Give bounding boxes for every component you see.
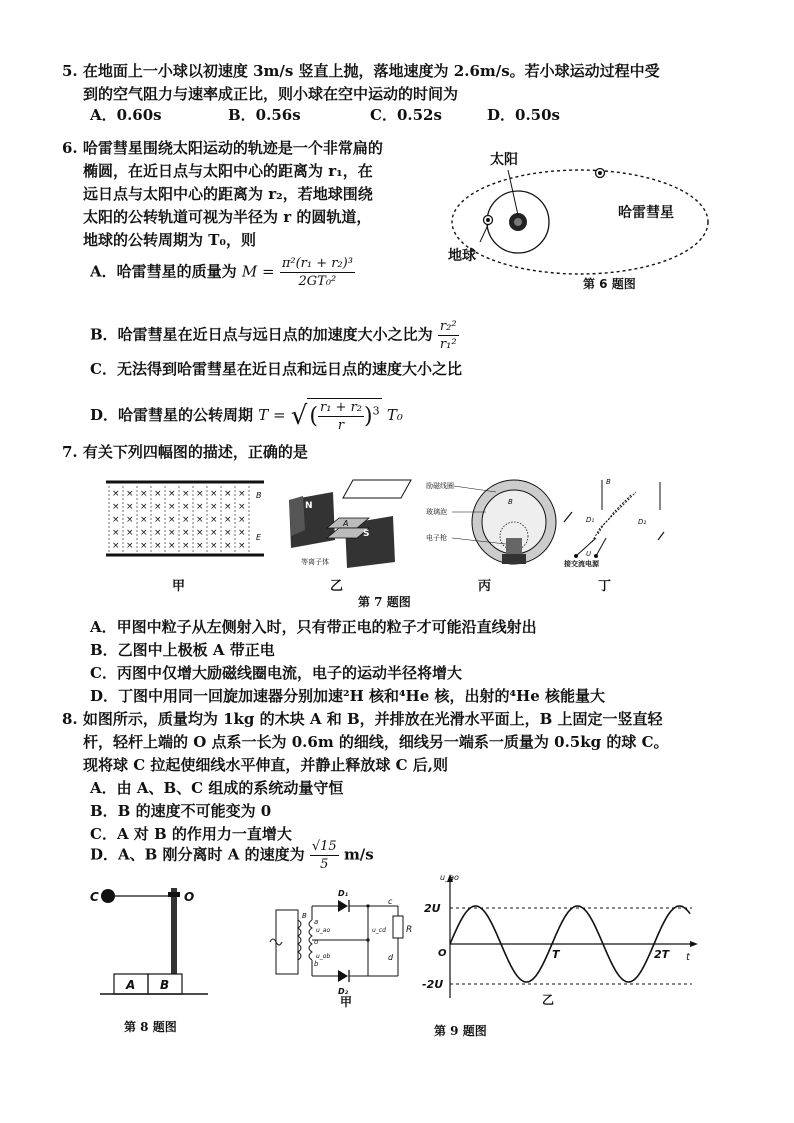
q9-d: d <box>388 953 394 962</box>
q9-origin: O <box>438 948 447 959</box>
q9-jia: 甲 <box>340 995 353 1009</box>
field-cross: × <box>238 541 246 551</box>
q5-option-b: B．0.56s <box>228 106 301 124</box>
q9-d1: D₁ <box>338 889 349 898</box>
q9-ucd: u_cd <box>372 927 386 934</box>
q6-option-d-radicand <box>307 398 381 434</box>
q7-label-yi: 乙 <box>330 579 344 594</box>
field-cross: × <box>140 515 148 525</box>
q6-option-d-rparen: ) <box>364 404 373 429</box>
q7-caption: 第 7 题图 <box>358 595 411 609</box>
field-cross: × <box>168 515 176 525</box>
q8-option-d-denominator: 5 <box>320 857 329 872</box>
field-cross: × <box>182 541 190 551</box>
q7-ding-D2: D₂ <box>638 518 647 526</box>
q9-caption: 第 9 题图 <box>434 1024 487 1038</box>
q9-uao: u_ao <box>316 927 331 934</box>
field-cross: × <box>196 541 204 551</box>
q7-option-c: C．丙图中仅增大励磁线圈电流，电子的运动半径将增大 <box>90 664 462 682</box>
q6-comet-label: 哈雷彗星 <box>618 205 674 221</box>
field-cross: × <box>182 502 190 512</box>
q8-label-c: C <box>90 890 99 904</box>
q9-b: b <box>314 960 319 968</box>
magnetic-field-crosses <box>109 486 249 552</box>
q6-option-b-denominator: r₁² <box>439 337 457 352</box>
q6-line4: 太阳的公转轨道可视为半径为 r 的圆轨道， <box>83 208 372 226</box>
q7-yi-N: N <box>305 501 313 511</box>
ball-c <box>101 889 115 903</box>
q6-line3: 远日点与太阳中心的距离为 r₂，若地球围绕 <box>83 185 373 203</box>
diode-d1 <box>338 900 348 912</box>
q8-label-a: A <box>126 978 136 992</box>
q8-option-d-fraction <box>310 838 339 873</box>
q6-caption: 第 6 题图 <box>583 277 636 291</box>
q6-option-d-lhs: T = <box>258 406 286 424</box>
q8-option-c: C．A 对 B 的作用力一直增大 <box>90 825 292 843</box>
q9-yi: 乙 <box>542 993 555 1007</box>
q6-earth-label: 地球 <box>448 248 476 264</box>
q9-2u: 2U <box>424 902 441 915</box>
field-cross: × <box>126 489 134 499</box>
q6-option-b <box>90 318 459 353</box>
field-cross: × <box>196 515 204 525</box>
q8-line1: 8. 如图所示，质量均为 1kg 的木块 A 和 B，并排放在光滑水平面上，B 上固定一竖直轻 <box>62 710 663 728</box>
field-cross: × <box>154 541 162 551</box>
q6-option-a-lhs: M = <box>241 262 275 281</box>
q7-yi-A: A <box>343 519 349 528</box>
q7-bing-B: B <box>508 498 513 506</box>
field-cross: × <box>182 528 190 538</box>
field-cross: × <box>224 528 232 538</box>
q9-circuit <box>268 884 428 1009</box>
field-cross: × <box>112 515 120 525</box>
q7-ding-B: B <box>606 478 611 486</box>
q9-d2: D₂ <box>338 987 349 996</box>
q6-option-b-numerator: r₂² <box>439 319 457 334</box>
q7-label-jia: 甲 <box>172 579 186 594</box>
field-cross: × <box>196 528 204 538</box>
field-cross: × <box>112 541 120 551</box>
q6-option-a-denominator: 2GT₀² <box>298 274 337 289</box>
q7-ding-ac: 接交流电源 <box>564 560 599 568</box>
q7-label-ding: 丁 <box>598 579 612 594</box>
field-cross: × <box>238 515 246 525</box>
q8-option-d-text: D．A、B 刚分离时 A 的速度为 <box>90 845 305 864</box>
q7-option-a: A．甲图中粒子从左侧射入时，只有带正电的粒子才可能沿直线射出 <box>90 618 537 636</box>
field-cross: × <box>140 528 148 538</box>
q7-option-d: D．丁图中用同一回旋加速器分别加速²H 核和⁴He 核，出射的⁴He 核能量大 <box>90 687 605 705</box>
q7-stem: 7. 有关下列四幅图的描述，正确的是 <box>62 443 308 461</box>
field-cross: × <box>210 515 218 525</box>
q7-figure-ding <box>562 476 672 570</box>
field-cross: × <box>168 528 176 538</box>
q6-option-a-fraction <box>280 255 355 290</box>
q5-line2: 到的空气阻力与速率成正比，则小球在空中运动的时间为 <box>83 85 459 103</box>
q9-neg2u: -2U <box>422 978 444 991</box>
q6-option-a-numerator: π²(r₁ + r₂)³ <box>281 256 353 271</box>
q8-figure <box>88 880 228 1005</box>
q6-line2: 椭圆，在近日点与太阳中心的距离为 r₁，在 <box>83 162 373 180</box>
field-cross: × <box>126 502 134 512</box>
field-cross: × <box>126 528 134 538</box>
q8-label-o: O <box>184 890 195 904</box>
q5-option-a: A．0.60s <box>90 106 162 124</box>
field-cross: × <box>168 541 176 551</box>
q6-option-b-fraction <box>438 318 459 353</box>
q6-sun-label: 太阳 <box>490 152 518 168</box>
field-cross: × <box>224 489 232 499</box>
q9-o: o <box>314 938 319 946</box>
light-rod <box>171 888 177 974</box>
field-cross: × <box>196 489 204 499</box>
field-cross: × <box>238 489 246 499</box>
q9-axis-label: u_ao <box>440 873 459 882</box>
q6-option-d <box>90 398 403 434</box>
field-cross: × <box>140 541 148 551</box>
q7-figure-jia <box>106 480 266 560</box>
q9-uob: u_ob <box>316 953 331 960</box>
q7-option-b: B．乙图中上极板 A 带正电 <box>90 641 275 659</box>
q7-ding-D1: D₁ <box>586 516 595 524</box>
q8-option-d-unit: m/s <box>343 845 374 864</box>
q7-figure-bing <box>426 478 566 570</box>
q7-label-bing: 丙 <box>478 579 492 594</box>
field-cross: × <box>126 515 134 525</box>
q7-figure-yi <box>283 478 413 570</box>
q8-line2: 杆，轻杆上端的 O 点系一长为 0.6m 的细线，细线另一端系一质量为 0.5kg 的球 C。 <box>83 733 669 751</box>
q7-bing-coil: 励磁线圈 <box>426 482 454 490</box>
field-cross: × <box>210 528 218 538</box>
q7-jia-E: E <box>256 533 262 542</box>
field-cross: × <box>196 502 204 512</box>
q8-option-d <box>90 838 374 873</box>
q8-label-b: B <box>160 978 170 992</box>
q6-option-d-power: 3 <box>372 404 380 418</box>
field-cross: × <box>238 528 246 538</box>
field-cross: × <box>210 541 218 551</box>
field-cross: × <box>224 502 232 512</box>
q9-r: R <box>406 925 413 935</box>
field-cross: × <box>112 502 120 512</box>
diode-d2 <box>338 970 348 982</box>
q6-figure <box>440 140 720 300</box>
field-cross: × <box>140 489 148 499</box>
q8-option-b: B．B 的速度不可能变为 0 <box>90 802 272 820</box>
q7-jia-B: B <box>256 491 262 500</box>
field-cross: × <box>238 502 246 512</box>
q6-option-d-numerator: r₁ + r₂ <box>320 400 363 415</box>
field-cross: × <box>224 515 232 525</box>
q8-line3: 现将球 C 拉起使细线水平伸直，并静止释放球 C 后,则 <box>83 756 448 774</box>
field-cross: × <box>112 489 120 499</box>
q9-B: B <box>302 912 307 920</box>
q9-t: T <box>552 948 560 961</box>
field-cross: × <box>182 489 190 499</box>
field-cross: × <box>210 502 218 512</box>
field-cross: × <box>126 541 134 551</box>
field-cross: × <box>112 528 120 538</box>
resistor-r <box>393 916 403 938</box>
field-cross: × <box>210 489 218 499</box>
electron-gun <box>506 538 522 554</box>
q9-2t: 2T <box>654 948 670 961</box>
q5-option-d: D．0.50s <box>487 106 560 124</box>
q6-option-d-sqrt: √ <box>290 401 308 431</box>
q6-option-b-text: B．哈雷彗星在近日点与远日点的加速度大小之比为 <box>90 325 433 344</box>
q8-option-d-numerator: √15 <box>311 839 337 854</box>
field-cross: × <box>154 502 162 512</box>
q5-option-c: C．0.52s <box>370 106 442 124</box>
q6-option-d-fraction <box>318 399 364 434</box>
field-cross: × <box>182 515 190 525</box>
q6-line1: 6. 哈雷彗星围绕太阳运动的轨迹是一个非常扁的 <box>62 139 383 157</box>
field-cross: × <box>154 489 162 499</box>
field-cross: × <box>154 528 162 538</box>
q6-option-d-tail: T₀ <box>386 406 403 424</box>
q9-a: a <box>314 918 319 926</box>
q9-time: t <box>686 952 690 963</box>
q7-bing-gun: 电子枪 <box>426 534 447 542</box>
q6-option-d-text: D．哈雷彗星的公转周期 <box>90 406 254 424</box>
q9-waveform <box>422 872 707 1012</box>
q6-option-a <box>90 255 355 290</box>
q7-bing-bulb: 玻璃泡 <box>426 508 447 516</box>
q6-option-c: C．无法得到哈雷彗星在近日点和远日点的速度大小之比 <box>90 360 462 378</box>
q9-c: c <box>388 897 393 906</box>
q6-line5: 地球的公转周期为 T₀，则 <box>83 231 256 249</box>
q7-yi-plasma: 等离子体 <box>301 558 329 566</box>
q8-caption: 第 8 题图 <box>124 1020 177 1034</box>
q6-option-a-text: A．哈雷彗星的质量为 <box>90 262 237 281</box>
q7-ding-U: U <box>586 550 592 558</box>
q7-yi-S: S <box>363 529 370 539</box>
q5-line1: 5. 在地面上一小球以初速度 3m/s 竖直上抛，落地速度为 2.6m/s。若小球运动过程中受 <box>62 62 660 80</box>
q6-option-d-lparen: ( <box>309 404 318 429</box>
field-cross: × <box>224 541 232 551</box>
field-cross: × <box>168 489 176 499</box>
q6-option-d-denominator: r <box>337 418 345 433</box>
q8-option-a: A．由 A、B、C 组成的系统动量守恒 <box>90 779 344 797</box>
field-cross: × <box>154 515 162 525</box>
field-cross: × <box>140 502 148 512</box>
field-cross: × <box>168 502 176 512</box>
